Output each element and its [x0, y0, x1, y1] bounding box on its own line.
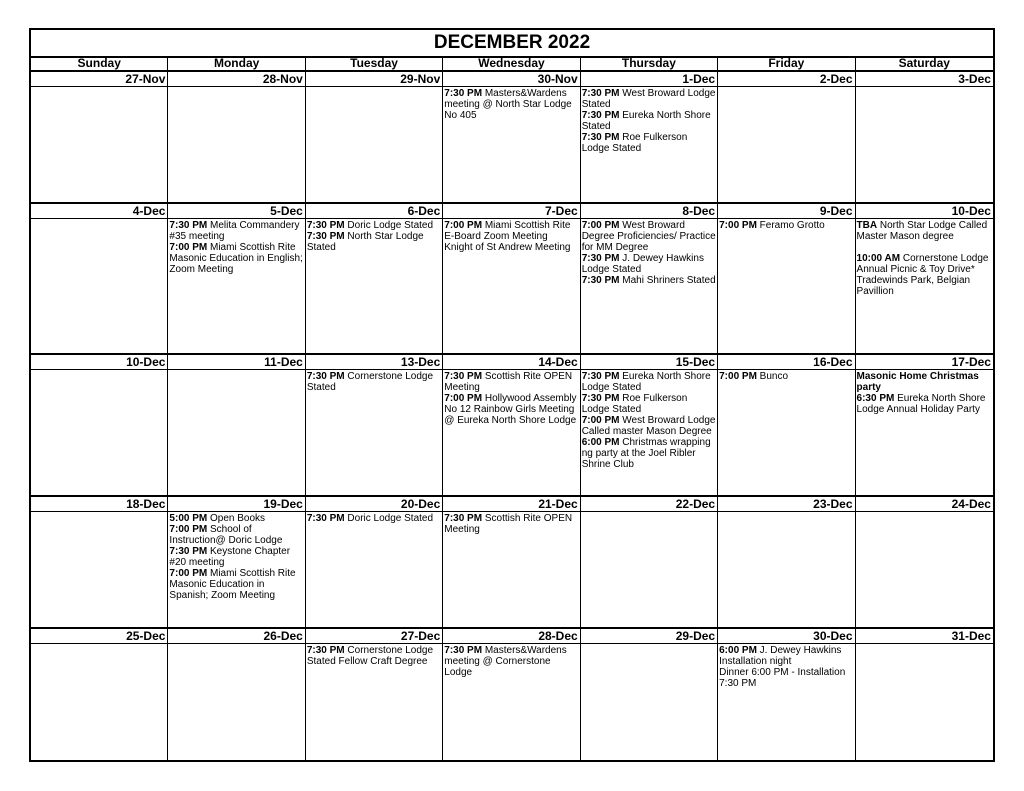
event-text: Cornerstone Lodge Annual Picnic & Toy Drive* Tradewinds Park, Belgian Pavillion [856, 253, 989, 297]
event-text: Christmas wrapping ng party at the Joel Ribler Shrine Club [581, 437, 711, 470]
event-text: Mahi Shriners Stated [619, 275, 716, 286]
event-item [857, 253, 992, 297]
event-spacer [857, 242, 992, 253]
event-item [169, 568, 303, 601]
day-date-label: 13-Dec [306, 355, 442, 370]
day-cell[interactable] [718, 497, 855, 627]
event-item [307, 220, 441, 231]
weekday-thursday: Thursday [581, 56, 718, 70]
day-events [31, 370, 167, 371]
day-events [856, 219, 993, 297]
event-item [582, 110, 716, 132]
event-text: Bunco [756, 371, 789, 382]
event-time: 7:30 PM [581, 132, 620, 143]
event-item [582, 437, 716, 470]
day-date-label: 20-Dec [306, 497, 442, 512]
event-time: 7:00 PM [719, 371, 757, 382]
event-text: Hollywood Assembly No 12 Rainbow Girls Meeting @ Eureka North Shore Lodge [444, 393, 577, 426]
event-text: West Broward Lodge Called master Mason Degree [581, 415, 716, 437]
event-text: Melita Commandery #35 meeting [169, 220, 300, 242]
event-item [582, 253, 716, 275]
day-cell[interactable] [581, 629, 718, 762]
day-cell[interactable] [168, 497, 305, 627]
day-date-label: 27-Nov [31, 72, 167, 87]
event-time: 7:30 PM [306, 371, 345, 382]
event-time: 7:30 PM [581, 253, 620, 264]
event-text: Eureka North Shore Stated [581, 110, 711, 132]
event-time: 10:00 AM [856, 253, 901, 264]
event-time: 7:00 PM [719, 220, 757, 231]
event-time: 7:30 PM [581, 88, 620, 99]
day-date-label: 28-Nov [168, 72, 304, 87]
day-date-label: 23-Dec [718, 497, 854, 512]
day-events [31, 87, 167, 88]
event-item [444, 513, 578, 535]
day-date-label: 10-Dec [856, 204, 993, 219]
day-date-label: 15-Dec [581, 355, 717, 370]
event-time: 6:00 PM [581, 437, 620, 448]
event-text: Cornerstone Lodge Stated [306, 371, 434, 393]
event-text: West Broward Degree Proficiencies/ Practice for MM Degree [581, 220, 716, 253]
day-cell[interactable] [31, 497, 168, 627]
event-time: 7:00 PM [444, 220, 483, 231]
event-time: 6:30 PM [856, 393, 895, 404]
day-date-label: 7-Dec [443, 204, 579, 219]
event-text: Miami Scottish Rite Masonic Education in Spanish; Zoom Meeting [169, 568, 296, 601]
day-events [856, 512, 993, 513]
event-item [719, 220, 853, 231]
event-item [307, 371, 441, 393]
event-item [582, 220, 716, 253]
week-row [31, 202, 993, 353]
day-date-label: 29-Dec [581, 629, 717, 644]
event-time: 7:00 PM [169, 242, 208, 253]
day-date-label: 2-Dec [718, 72, 854, 87]
day-cell[interactable] [443, 204, 580, 353]
event-time: 7:00 PM [444, 393, 483, 404]
day-date-label: 24-Dec [856, 497, 993, 512]
day-cell[interactable] [168, 72, 305, 202]
day-events [443, 644, 579, 678]
event-text: Roe Fulkerson Lodge Stated [581, 132, 688, 154]
day-date-label: 10-Dec [31, 355, 167, 370]
day-events [168, 219, 304, 275]
weekday-wednesday: Wednesday [443, 56, 580, 70]
day-date-label: 3-Dec [856, 72, 993, 87]
event-text: Masters&Wardens meeting @ North Star Lodge No 405 [444, 88, 572, 121]
day-events [718, 87, 854, 88]
day-cell[interactable] [581, 204, 718, 353]
day-cell[interactable] [443, 72, 580, 202]
day-date-label: 8-Dec [581, 204, 717, 219]
weekday-friday: Friday [718, 56, 855, 70]
event-text: Scottish Rite OPEN Meeting [444, 371, 573, 393]
event-item [582, 415, 716, 437]
event-text: Scottish Rite OPEN Meeting [444, 513, 573, 535]
event-item [169, 220, 303, 242]
event-time: 7:30 PM [306, 645, 345, 656]
event-item [307, 645, 441, 667]
day-cell[interactable] [581, 72, 718, 202]
day-cell[interactable] [581, 497, 718, 627]
week-row [31, 70, 993, 202]
day-date-label: 19-Dec [168, 497, 304, 512]
event-item [444, 393, 578, 426]
day-cell[interactable] [168, 204, 305, 353]
day-date-label: 16-Dec [718, 355, 854, 370]
day-events [306, 87, 442, 88]
day-cell[interactable] [718, 204, 855, 353]
event-text: Miami Scottish Rite Masonic Education in English; Zoom Meeting [169, 242, 303, 275]
day-cell[interactable] [168, 355, 305, 495]
event-time: 7:00 PM [169, 568, 208, 579]
day-date-label: 21-Dec [443, 497, 579, 512]
event-text: School of Instruction@ Doric Lodge [169, 524, 283, 546]
event-item: Dinner 6:00 PM - Installation 7:30 PM [719, 667, 846, 689]
day-cell[interactable] [856, 497, 993, 627]
weekday-monday: Monday [168, 56, 305, 70]
event-time: 6:00 PM [719, 645, 757, 656]
event-time: 7:30 PM [581, 275, 620, 286]
weekday-sunday: Sunday [31, 56, 168, 70]
day-cell[interactable] [168, 629, 305, 762]
event-time: 7:00 PM [581, 220, 620, 231]
day-cell[interactable] [856, 629, 993, 762]
day-cell[interactable] [443, 629, 580, 762]
day-date-label: 28-Dec [443, 629, 579, 644]
day-date-label: 1-Dec [581, 72, 717, 87]
event-item [169, 546, 303, 568]
day-cell[interactable] [306, 204, 443, 353]
event-time: 7:30 PM [581, 393, 620, 404]
calendar [29, 28, 995, 762]
event-item [582, 88, 716, 110]
day-events [856, 644, 993, 645]
event-text: Masters&Wardens meeting @ Cornerstone Lodge [444, 645, 567, 678]
event-item [582, 371, 716, 393]
day-cell[interactable] [31, 204, 168, 353]
event-time: 7:30 PM [581, 110, 620, 121]
event-item [169, 242, 303, 275]
day-events [306, 219, 442, 253]
event-item [307, 513, 441, 524]
day-date-label: 14-Dec [443, 355, 579, 370]
day-date-label: 27-Dec [306, 629, 442, 644]
day-events [581, 87, 717, 154]
event-text: Keystone Chapter #20 meeting [169, 546, 291, 568]
event-item [444, 645, 578, 678]
day-events [31, 219, 167, 220]
event-text: North Star Lodge Stated [306, 231, 424, 253]
day-date-label: 9-Dec [718, 204, 854, 219]
event-item [169, 524, 303, 546]
day-events [581, 219, 717, 286]
event-text: Doric Lodge Stated [344, 220, 434, 231]
day-cell[interactable] [856, 355, 993, 495]
event-text: Doric Lodge Stated [344, 513, 434, 524]
event-item [582, 275, 716, 286]
event-item [169, 513, 303, 524]
day-cell[interactable] [306, 355, 443, 495]
day-cell[interactable] [581, 355, 718, 495]
day-events [443, 512, 579, 535]
event-text: West Broward Lodge Stated [581, 88, 716, 110]
event-text: Miami Scottish Rite E-Board Zoom Meeting Knight of St Andrew Meeting [444, 220, 571, 253]
event-time: 7:30 PM [169, 220, 208, 231]
event-text: North Star Lodge Called Master Mason degree [856, 220, 988, 242]
day-cell[interactable] [31, 72, 168, 202]
event-text: Cornerstone Lodge Stated Fellow Craft Degree [306, 645, 434, 667]
day-cell[interactable] [856, 72, 993, 202]
event-text: Eureka North Shore Lodge Annual Holiday Party [856, 393, 986, 415]
event-time: 7:30 PM [444, 88, 483, 99]
day-events [443, 219, 579, 253]
day-events [31, 512, 167, 513]
day-events [168, 512, 304, 601]
day-date-label: 22-Dec [581, 497, 717, 512]
day-events [443, 87, 579, 121]
day-events [718, 370, 854, 382]
event-time: 7:30 PM [444, 645, 483, 656]
event-time: TBA [856, 220, 878, 231]
event-time: 5:00 PM [169, 513, 208, 524]
day-events [306, 512, 442, 524]
day-events [168, 87, 304, 88]
day-date-label: 5-Dec [168, 204, 304, 219]
event-item [719, 645, 853, 667]
event-text: Roe Fulkerson Lodge Stated [581, 393, 688, 415]
event-time: 7:30 PM [444, 371, 483, 382]
event-item [444, 88, 578, 121]
day-events [168, 370, 304, 371]
event-text: J. Dewey Hawkins Installation night [719, 645, 842, 667]
day-date-label: 29-Nov [306, 72, 442, 87]
day-events [306, 370, 442, 393]
day-cell[interactable] [718, 629, 855, 762]
day-events [168, 644, 304, 645]
week-row [31, 353, 993, 495]
day-date-label: 30-Nov [443, 72, 579, 87]
day-date-label: 25-Dec [31, 629, 167, 644]
event-item [582, 132, 716, 154]
day-events [443, 370, 579, 426]
day-date-label: 11-Dec [168, 355, 304, 370]
day-date-label: 31-Dec [856, 629, 993, 644]
day-cell[interactable] [718, 355, 855, 495]
event-item: Masonic Home Christmas party [856, 371, 979, 393]
day-cell[interactable] [856, 204, 993, 353]
event-item [857, 393, 992, 415]
calendar-title: DECEMBER 2022 [31, 30, 993, 58]
day-cell[interactable] [306, 497, 443, 627]
event-time: 7:30 PM [444, 513, 483, 524]
day-date-label: 4-Dec [31, 204, 167, 219]
event-time: 7:30 PM [306, 231, 345, 242]
week-row [31, 495, 993, 627]
event-time: 7:30 PM [306, 513, 345, 524]
day-cell[interactable] [718, 72, 855, 202]
day-events [581, 644, 717, 645]
event-text: Open Books [207, 513, 266, 524]
day-cell[interactable] [306, 629, 443, 762]
day-cell[interactable] [31, 629, 168, 762]
day-events [581, 370, 717, 470]
event-text: Feramo Grotto [756, 220, 825, 231]
weekday-saturday: Saturday [898, 56, 950, 70]
day-cell[interactable] [443, 497, 580, 627]
event-time: 7:30 PM [581, 371, 620, 382]
event-item [444, 220, 578, 253]
day-events [306, 644, 442, 667]
event-time: 7:30 PM [169, 546, 208, 557]
day-events [718, 644, 854, 689]
event-time: 7:00 PM [581, 415, 620, 426]
event-time: 7:00 PM [169, 524, 208, 535]
event-item [719, 371, 853, 382]
day-cell[interactable] [443, 355, 580, 495]
event-text: Eureka North Shore Lodge Stated [581, 371, 711, 393]
event-item [582, 393, 716, 415]
event-item [307, 231, 441, 253]
day-cell[interactable] [306, 72, 443, 202]
day-date-label: 6-Dec [306, 204, 442, 219]
day-date-label: 18-Dec [31, 497, 167, 512]
day-events [856, 370, 993, 415]
day-date-label: 30-Dec [718, 629, 854, 644]
day-cell[interactable] [31, 355, 168, 495]
day-events [718, 512, 854, 513]
event-item [857, 220, 992, 242]
event-item [444, 371, 578, 393]
day-date-label: 17-Dec [856, 355, 993, 370]
weekday-tuesday: Tuesday [306, 56, 443, 70]
week-row [31, 627, 993, 762]
event-text: J. Dewey Hawkins Lodge Stated [581, 253, 704, 275]
day-events [581, 512, 717, 513]
day-events [31, 644, 167, 645]
day-date-label: 26-Dec [168, 629, 304, 644]
day-events [718, 219, 854, 231]
day-events [856, 87, 993, 88]
event-time: 7:30 PM [306, 220, 345, 231]
